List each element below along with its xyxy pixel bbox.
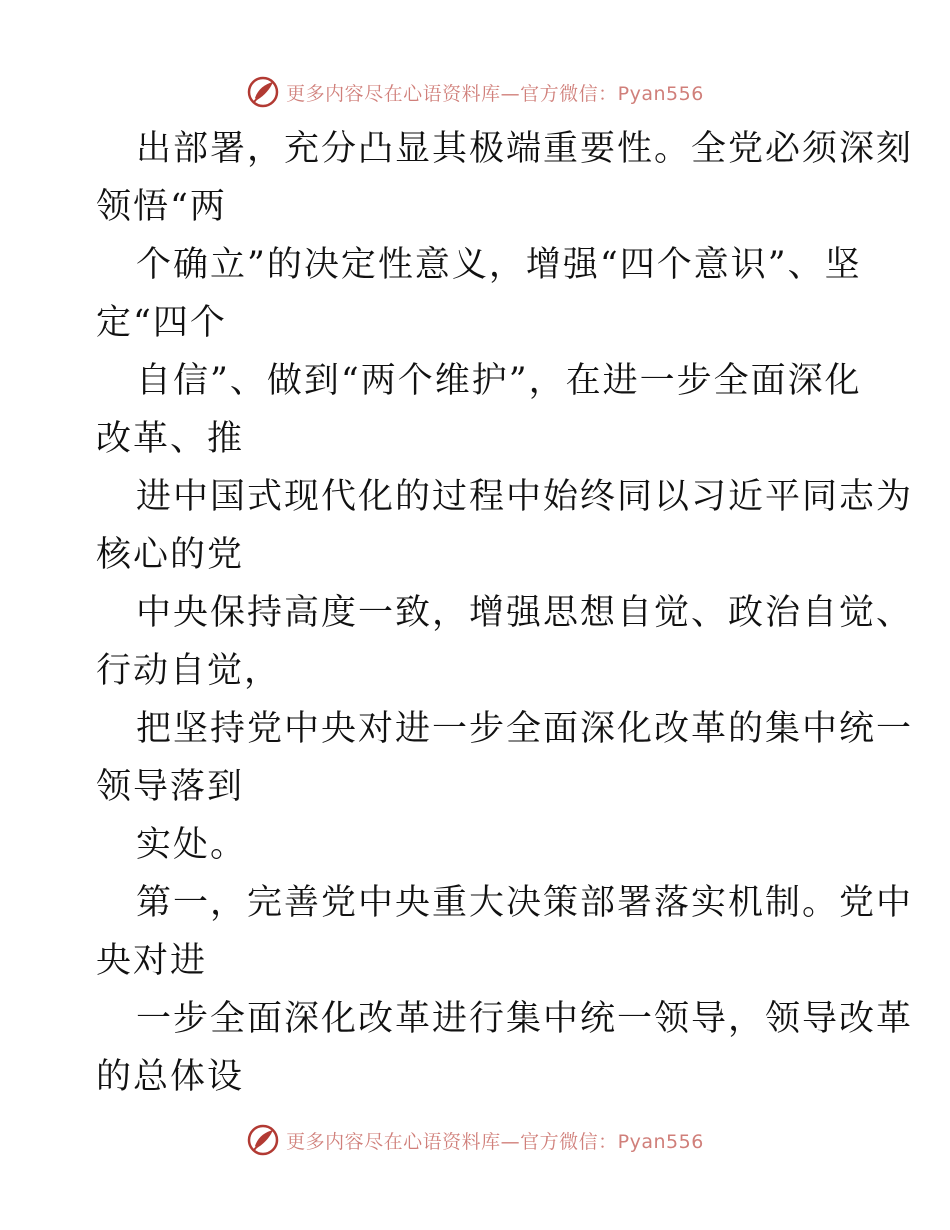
body-line-5: 自信”、做到“两个维护”，在进一步全面深化 (136, 361, 862, 401)
body-line-7: 进中国式现代化的过程中始终同以习近平同志为 (136, 477, 914, 517)
document-body (96, 120, 914, 1106)
body-line-8: 核心的党 (96, 535, 245, 575)
body-line-6: 改革、推 (96, 419, 245, 459)
body-line-2: 领悟“两 (96, 187, 227, 227)
body-line-4: 定“四个 (96, 303, 227, 343)
footer-banner-inner (246, 1123, 704, 1157)
header-banner-inner (246, 75, 704, 109)
header-banner (0, 72, 950, 112)
body-line-10: 行动自觉， (96, 651, 282, 691)
footer-banner-text: 更多内容尽在心语资料库—官方微信：Pyan556 (286, 1130, 704, 1153)
footer-banner (0, 1120, 950, 1160)
pen-logo-icon (246, 75, 280, 109)
body-line-15: 央对进 (96, 941, 208, 981)
body-line-16: 一步全面深化改革进行集中统一领导，领导改革 (136, 999, 914, 1039)
body-line-13: 实处。 (136, 825, 248, 865)
header-banner-text: 更多内容尽在心语资料库—官方微信：Pyan556 (286, 82, 704, 105)
body-line-3: 个确立”的决定性意义，增强“四个意识”、坚 (136, 245, 862, 285)
body-line-9: 中央保持高度一致，增强思想自觉、政治自觉、 (136, 593, 914, 633)
body-line-1: 出部署，充分凸显其极端重要性。全党必须深刻 (136, 129, 914, 169)
body-line-17: 的总体设 (96, 1057, 245, 1097)
pen-logo-icon (246, 1123, 280, 1157)
body-line-12: 领导落到 (96, 767, 245, 807)
body-line-14: 第一，完善党中央重大决策部署落实机制。党中 (136, 883, 914, 923)
body-line-11: 把坚持党中央对进一步全面深化改革的集中统一 (136, 709, 914, 749)
